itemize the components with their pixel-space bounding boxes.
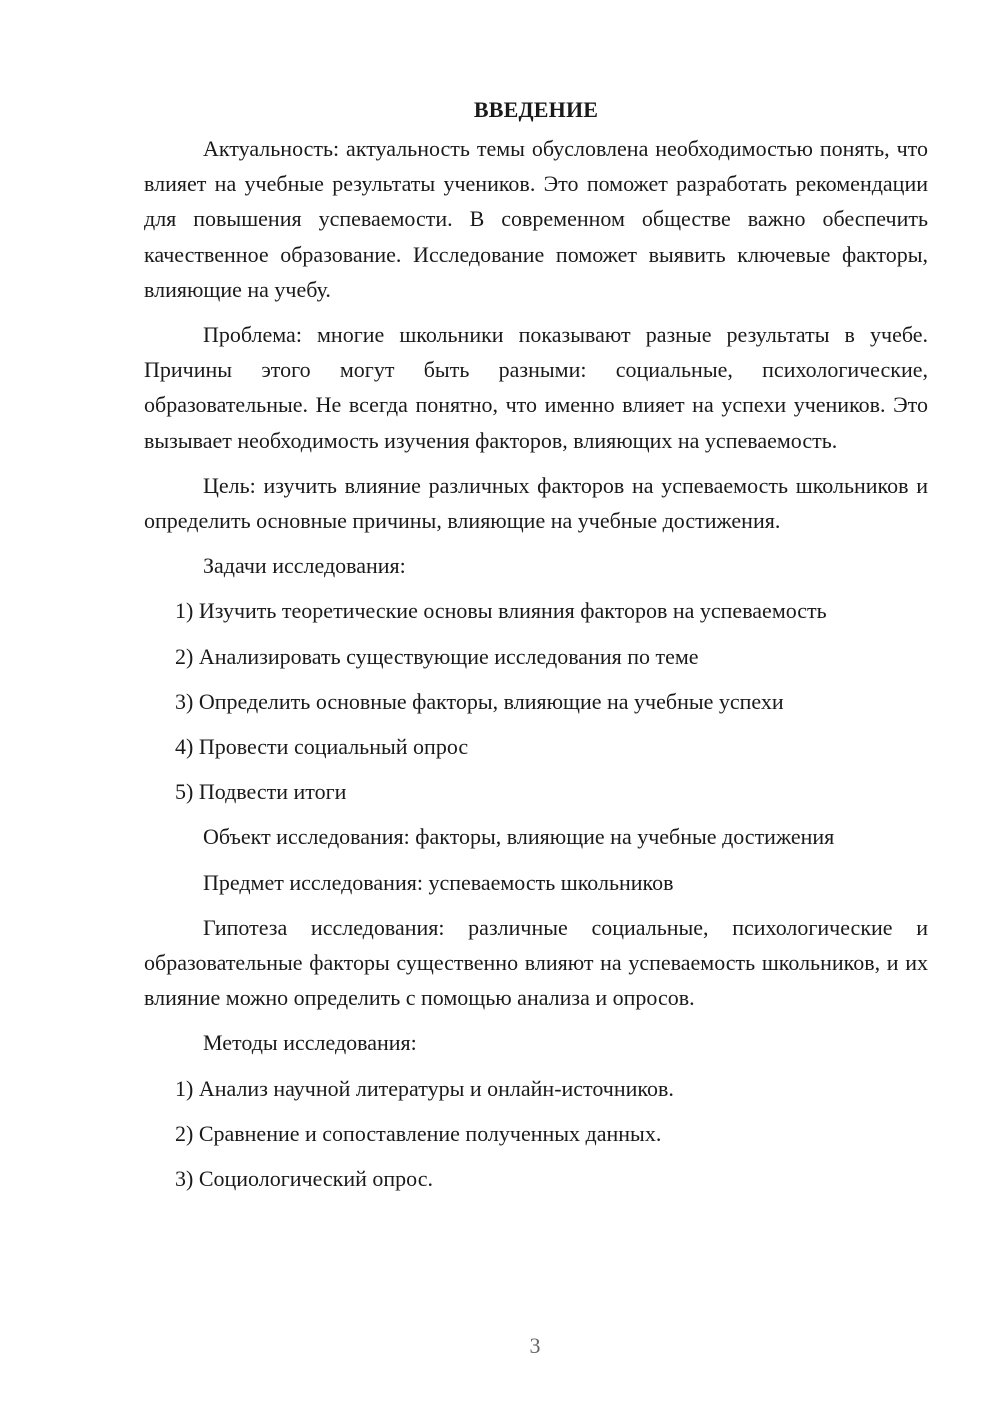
goal-paragraph: Цель: изучить влияние различных факторов на успеваемость школьников и определить основные причины, влияющие на учебные достижения. <box>144 472 928 534</box>
tasks-heading: Задачи исследования: <box>203 553 406 579</box>
hypothesis-paragraph: Гипотеза исследования: различные социальные, психологические и образовательные факторы существенно влияют на успеваемость школьников, и их влияние можно определить с помощью анализа и опросов. <box>144 914 928 1011</box>
task-item: 1) Изучить теоретические основы влияния факторов на успеваемость <box>175 598 827 624</box>
task-item: 3) Определить основные факторы, влияющие на учебные успехи <box>175 688 784 714</box>
method-item: 3) Социологический опрос. <box>175 1166 433 1192</box>
research-object: Объект исследования: факторы, влияющие на учебные достижения <box>203 824 835 850</box>
task-item: 4) Провести социальный опрос <box>175 734 469 760</box>
relevance-paragraph: Актуальность: актуальность темы обусловлена необходимостью понять, что влияет на учебные результаты учеников. Это поможет разработать рекомендации для повышения успеваемости. В современном обществе важно обеспечить качественное образование. Исследование поможет выявить ключевые факторы, влияющие на учебу. <box>144 136 928 302</box>
methods-heading: Методы исследования: <box>203 1030 417 1056</box>
page-number: 3 <box>529 1333 541 1358</box>
task-item: 2) Анализировать существующие исследования по теме <box>175 643 699 669</box>
problem-paragraph: Проблема: многие школьники показывают разные результаты в учебе. Причины этого могут быть разными: социальные, психологические, образовательные. Не всегда понятно, что именно влияет на успехи учеников. Это вызывает необходимость изучения факторов, влияющих на успеваемость. <box>144 322 928 453</box>
method-item: 2) Сравнение и сопоставление полученных данных. <box>175 1120 662 1146</box>
page-title: ВВЕДЕНИЕ <box>473 97 599 122</box>
method-item: 1) Анализ научной литературы и онлайн-источников. <box>175 1075 674 1101</box>
document-page <box>144 92 928 1206</box>
research-subject: Предмет исследования: успеваемость школьников <box>203 869 674 895</box>
task-item: 5) Подвести итоги <box>175 779 347 805</box>
